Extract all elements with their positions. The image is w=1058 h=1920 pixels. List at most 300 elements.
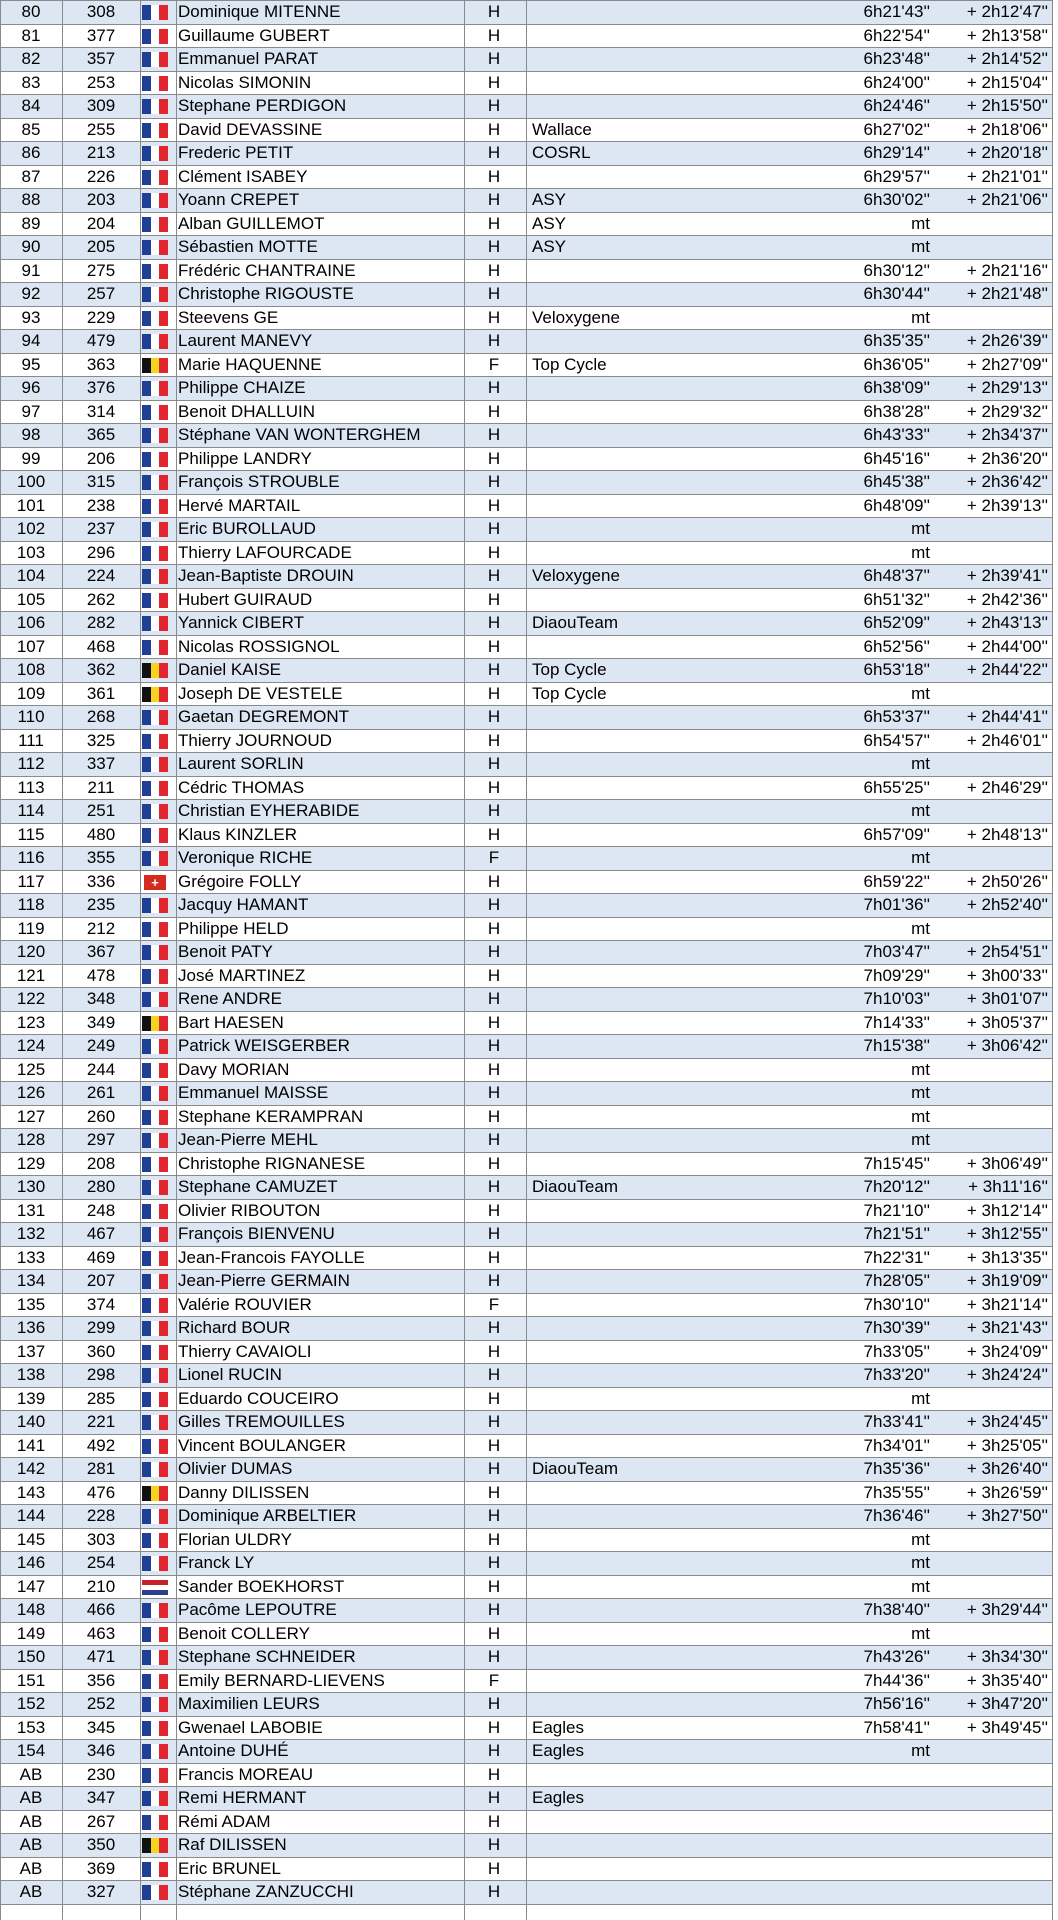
gap-cell: + 2h29'13'' — [966, 378, 1048, 397]
france-flag-icon — [142, 146, 168, 161]
bib-cell: 336 — [86, 871, 116, 891]
name-cell: Thierry JOURNOUD — [178, 730, 332, 750]
bib-cell: 356 — [86, 1670, 116, 1690]
gap-cell: + 2h26'39'' — [966, 331, 1048, 350]
gap-cell: + 3h13'35'' — [966, 1247, 1048, 1267]
name-cell: Guillaume GUBERT — [178, 25, 330, 45]
name-cell: Benoit DHALLUIN — [178, 401, 316, 421]
bib-cell: 228 — [86, 1506, 116, 1525]
club-cell — [532, 846, 852, 870]
gap-cell — [940, 517, 1048, 541]
france-flag-icon — [142, 1674, 168, 1689]
sex-cell: H — [487, 895, 501, 914]
gap-cell: + 2h34'37'' — [966, 425, 1048, 444]
name-cell: Emmanuel PARAT — [178, 49, 319, 68]
time-cell: 7h33'05'' — [863, 1341, 930, 1361]
flag-cell — [140, 823, 176, 847]
flag-cell — [140, 353, 176, 377]
bib-cell: 267 — [86, 1811, 116, 1831]
name-cell: Rémi ADAM — [178, 1811, 271, 1831]
club-cell — [532, 1692, 852, 1716]
france-flag-icon — [142, 1862, 168, 1877]
rank-cell: 113 — [17, 777, 45, 797]
france-flag-icon — [142, 1251, 168, 1266]
france-flag-icon — [142, 1627, 168, 1642]
france-flag-icon — [142, 76, 168, 91]
france-flag-icon — [142, 428, 168, 443]
rank-cell: 92 — [21, 284, 41, 303]
time-cell — [820, 1786, 930, 1810]
flag-cell — [140, 188, 176, 212]
club-cell — [532, 823, 852, 847]
flag-cell — [140, 1081, 176, 1105]
name-cell: Lionel RUCIN — [178, 1365, 282, 1384]
gap-cell: + 3h19'09'' — [966, 1271, 1048, 1290]
gap-cell: + 2h42'36'' — [966, 589, 1048, 609]
flag-cell — [140, 1011, 176, 1035]
rank-cell: 141 — [16, 1435, 46, 1455]
rank-cell: 118 — [17, 895, 45, 914]
bib-cell: 281 — [86, 1459, 116, 1478]
france-flag-icon — [142, 311, 168, 326]
sex-cell: H — [487, 1153, 501, 1173]
name-cell: Daniel KAISE — [178, 660, 281, 679]
club-cell — [532, 447, 852, 471]
flag-cell — [140, 259, 176, 283]
rank-cell: 85 — [21, 119, 41, 139]
name-cell: Joseph DE VESTELE — [178, 683, 343, 703]
sex-cell: H — [487, 942, 501, 961]
name-cell: Bart HAESEN — [178, 1012, 284, 1032]
flag-cell — [140, 47, 176, 71]
bib-cell: 347 — [86, 1788, 116, 1807]
club-cell: Wallace — [532, 119, 592, 139]
name-cell: Davy MORIAN — [178, 1059, 290, 1079]
rank-cell: 119 — [17, 918, 45, 938]
name-cell: Stephane SCHNEIDER — [178, 1647, 356, 1666]
sex-cell: H — [487, 401, 501, 421]
gap-cell: + 2h36'20'' — [966, 448, 1048, 468]
time-cell: 7h34'01'' — [863, 1435, 930, 1455]
time-cell: 7h44'36'' — [863, 1670, 930, 1690]
time-cell: 6h43'33'' — [863, 425, 930, 444]
name-cell: Yannick CIBERT — [178, 613, 304, 632]
france-flag-icon — [142, 1556, 168, 1571]
bib-cell: 235 — [86, 895, 116, 914]
gap-cell — [940, 541, 1048, 565]
bib-cell: 309 — [86, 96, 116, 115]
flag-cell — [140, 893, 176, 917]
rank-cell: 122 — [16, 989, 46, 1008]
france-flag-icon — [142, 1321, 168, 1336]
sex-cell: H — [487, 378, 501, 397]
gap-cell — [940, 1786, 1048, 1810]
name-cell: Benoit PATY — [178, 942, 273, 961]
sex-cell: H — [487, 331, 501, 350]
name-cell: Grégoire FOLLY — [178, 871, 302, 891]
column-divider — [0, 0, 1, 1920]
club-cell — [532, 1763, 852, 1787]
time-cell — [820, 1833, 930, 1857]
bib-cell: 476 — [86, 1482, 116, 1502]
france-flag-icon — [142, 1603, 168, 1618]
rank-cell: 96 — [21, 378, 41, 397]
flag-cell — [140, 964, 176, 988]
time-cell: 7h36'46'' — [863, 1506, 930, 1525]
france-flag-icon — [142, 1533, 168, 1548]
france-flag-icon — [142, 828, 168, 843]
rank-cell: 128 — [16, 1130, 46, 1149]
france-flag-icon — [142, 52, 168, 67]
bib-cell: 471 — [86, 1647, 116, 1666]
flag-cell — [140, 1293, 176, 1317]
club-cell — [532, 1246, 852, 1270]
rank-cell: 105 — [16, 589, 46, 609]
name-cell: Laurent MANEVY — [178, 331, 313, 350]
club-cell — [532, 1081, 852, 1105]
sex-cell: H — [487, 1365, 501, 1384]
sex-cell: H — [487, 237, 501, 256]
club-cell — [532, 165, 852, 189]
time-cell: 7h56'16'' — [863, 1694, 930, 1713]
time-cell: 7h10'03'' — [863, 989, 930, 1008]
flag-cell — [140, 658, 176, 682]
bib-cell: 252 — [86, 1694, 116, 1713]
france-flag-icon — [142, 1157, 168, 1172]
france-flag-icon — [142, 264, 168, 279]
sex-cell: H — [487, 613, 501, 632]
sex-cell: H — [487, 754, 501, 773]
gap-cell: + 3h12'14'' — [966, 1200, 1048, 1220]
sex-cell: H — [487, 1412, 501, 1431]
gap-cell: + 3h47'20'' — [966, 1694, 1048, 1713]
club-cell — [532, 329, 852, 353]
rank-cell: 125 — [16, 1059, 46, 1079]
france-flag-icon — [142, 1368, 168, 1383]
sex-cell: H — [487, 2, 501, 21]
name-cell: Christophe RIGOUSTE — [178, 284, 354, 303]
club-cell — [532, 1387, 852, 1411]
rank-cell: 135 — [16, 1294, 46, 1314]
name-cell: Marie HAQUENNE — [178, 354, 322, 374]
club-cell: COSRL — [532, 143, 591, 162]
time-cell: 6h30'02'' — [863, 190, 930, 209]
club-cell — [532, 423, 852, 447]
name-cell: Jean-Francois FAYOLLE — [178, 1247, 365, 1267]
column-divider — [526, 0, 527, 1920]
rank-cell: 88 — [21, 190, 41, 209]
france-flag-icon — [142, 1415, 168, 1430]
bib-cell: 244 — [86, 1059, 116, 1079]
club-cell — [532, 752, 852, 776]
club-cell — [532, 1128, 852, 1152]
rank-cell: 91 — [21, 260, 41, 280]
bib-cell: 348 — [86, 989, 116, 1008]
flag-cell — [140, 705, 176, 729]
rank-cell: 103 — [16, 542, 46, 562]
time-cell: 7h14'33'' — [863, 1012, 930, 1032]
bib-cell: 280 — [86, 1177, 116, 1196]
time-cell: mt — [911, 1741, 930, 1760]
bib-cell: 360 — [86, 1341, 116, 1361]
france-flag-icon — [142, 992, 168, 1007]
time-cell: 7h33'20'' — [863, 1365, 930, 1384]
sex-cell: H — [487, 119, 501, 139]
name-cell: Danny DILISSEN — [178, 1482, 310, 1502]
name-cell: Hubert GUIRAUD — [178, 589, 313, 609]
bib-cell: 463 — [86, 1623, 116, 1643]
time-cell: 6h29'14'' — [863, 143, 930, 162]
rank-cell: 131 — [16, 1200, 46, 1220]
france-flag-icon — [142, 922, 168, 937]
bib-cell: 251 — [86, 801, 116, 820]
club-cell: DiaouTeam — [532, 1177, 618, 1196]
time-cell: 6h53'37'' — [863, 707, 930, 726]
rank-cell: 143 — [16, 1482, 46, 1502]
rank-cell: 117 — [17, 871, 45, 891]
flag-cell — [140, 141, 176, 165]
club-cell — [532, 1598, 852, 1622]
club-cell — [532, 588, 852, 612]
sex-cell: H — [487, 495, 501, 515]
club-cell — [532, 1622, 852, 1646]
club-cell: Top Cycle — [532, 354, 607, 374]
sex-cell: H — [487, 1506, 501, 1525]
sex-cell: H — [487, 425, 501, 444]
name-cell: Philippe HELD — [178, 918, 289, 938]
gap-cell: + 2h14'52'' — [966, 49, 1048, 68]
time-cell: 6h45'16'' — [863, 448, 930, 468]
name-cell: Franck LY — [178, 1553, 255, 1572]
bib-cell: 315 — [86, 472, 116, 491]
bib-cell: 226 — [86, 166, 116, 186]
name-cell: Remi HERMANT — [178, 1788, 307, 1807]
gap-cell: + 2h36'42'' — [966, 472, 1048, 491]
flag-cell — [140, 1669, 176, 1693]
name-cell: Steevens GE — [178, 307, 279, 327]
name-cell: Eric BUROLLAUD — [178, 519, 316, 538]
rank-cell: AB — [19, 1788, 43, 1807]
club-cell — [532, 1058, 852, 1082]
belgium-flag-icon — [142, 1838, 168, 1853]
name-cell: Emmanuel MAISSE — [178, 1083, 329, 1102]
france-flag-icon — [142, 499, 168, 514]
france-flag-icon — [142, 1744, 168, 1759]
sex-cell: H — [487, 1083, 501, 1102]
france-flag-icon — [142, 240, 168, 255]
sex-cell: F — [488, 354, 500, 374]
sex-cell: H — [487, 707, 501, 726]
france-flag-icon — [142, 170, 168, 185]
france-flag-icon — [142, 193, 168, 208]
rank-cell: 84 — [21, 96, 41, 115]
france-flag-icon — [142, 898, 168, 913]
flag-cell — [140, 635, 176, 659]
flag-cell — [140, 1739, 176, 1763]
rank-cell: 123 — [16, 1012, 46, 1032]
france-flag-icon — [142, 1885, 168, 1900]
france-flag-icon — [142, 1439, 168, 1454]
sex-cell: H — [487, 636, 501, 656]
time-cell: mt — [911, 1553, 930, 1572]
rank-cell: 124 — [16, 1036, 46, 1055]
club-cell — [532, 400, 852, 424]
club-cell: Top Cycle — [532, 683, 607, 703]
name-cell: Nicolas SIMONIN — [178, 72, 312, 92]
time-cell: 7h01'36'' — [863, 895, 930, 914]
gap-cell: + 2h15'04'' — [966, 72, 1048, 92]
sex-cell: F — [488, 848, 500, 867]
sex-cell: H — [487, 918, 501, 938]
france-flag-icon — [142, 1721, 168, 1736]
flag-cell — [140, 1645, 176, 1669]
gap-cell — [940, 752, 1048, 776]
club-cell — [532, 1645, 852, 1669]
club-cell: Eagles — [532, 1788, 584, 1807]
flag-cell — [140, 1034, 176, 1058]
sex-cell: H — [487, 1835, 501, 1854]
time-cell: 7h38'40'' — [863, 1600, 930, 1619]
sex-cell: H — [487, 871, 501, 891]
club-cell — [532, 1293, 852, 1317]
name-cell: Stephane KERAMPRAN — [178, 1106, 364, 1126]
sex-cell: H — [487, 566, 501, 585]
flag-cell — [140, 1246, 176, 1270]
club-cell — [532, 1410, 852, 1434]
switzerland-flag-icon: + — [144, 875, 166, 890]
name-cell: Stéphane ZANZUCCHI — [178, 1882, 354, 1901]
sex-cell: H — [487, 1788, 501, 1807]
france-flag-icon — [142, 1768, 168, 1783]
flag-cell — [140, 1481, 176, 1505]
flag-cell — [140, 1387, 176, 1411]
time-cell: 7h30'39'' — [863, 1318, 930, 1337]
rank-cell: 130 — [16, 1177, 46, 1196]
sex-cell: H — [487, 1271, 501, 1290]
flag-cell — [140, 1316, 176, 1340]
sex-cell: H — [487, 1318, 501, 1337]
flag-cell — [140, 470, 176, 494]
gap-cell: + 2h44'41'' — [966, 707, 1048, 726]
club-cell — [532, 1316, 852, 1340]
time-cell: mt — [911, 1529, 930, 1549]
bib-cell: 257 — [86, 284, 116, 303]
time-cell: 6h48'37'' — [863, 566, 930, 585]
sex-cell: H — [487, 448, 501, 468]
rank-cell: 90 — [21, 237, 41, 256]
club-cell — [532, 1222, 852, 1246]
club-cell — [532, 893, 852, 917]
france-flag-icon — [142, 546, 168, 561]
sex-cell: H — [487, 72, 501, 92]
bib-cell: 249 — [86, 1036, 116, 1055]
bib-cell: 377 — [86, 25, 116, 45]
club-cell — [532, 259, 852, 283]
rank-cell: 148 — [16, 1600, 46, 1619]
name-cell: Dominique ARBELTIER — [178, 1506, 357, 1525]
rank-cell: 93 — [21, 307, 41, 327]
time-cell: 6h35'35'' — [863, 331, 930, 350]
column-divider — [176, 0, 177, 1920]
name-cell: Olivier DUMAS — [178, 1459, 293, 1478]
gap-cell: + 3h29'44'' — [966, 1600, 1048, 1619]
time-cell: 6h29'57'' — [863, 166, 930, 186]
club-cell — [532, 1011, 852, 1035]
name-cell: Rene ANDRE — [178, 989, 282, 1008]
sex-cell: H — [487, 1482, 501, 1502]
rank-cell: AB — [19, 1858, 43, 1878]
time-cell: mt — [911, 1130, 930, 1149]
rank-cell: 152 — [16, 1694, 46, 1713]
gap-cell: + 2h21'06'' — [966, 190, 1048, 209]
bib-cell: 203 — [86, 190, 116, 209]
rank-cell: 149 — [16, 1623, 46, 1643]
flag-cell — [140, 588, 176, 612]
flag-cell — [140, 1269, 176, 1293]
time-cell: 7h22'31'' — [863, 1247, 930, 1267]
name-cell: David DEVASSINE — [178, 119, 323, 139]
name-cell: Christophe RIGNANESE — [178, 1153, 366, 1173]
name-cell: Philippe LANDRY — [178, 448, 312, 468]
time-cell: 7h28'05'' — [863, 1271, 930, 1290]
name-cell: Jean-Pierre MEHL — [178, 1130, 318, 1149]
flag-cell — [140, 212, 176, 236]
sex-cell: H — [487, 777, 501, 797]
gap-cell: + 3h21'14'' — [966, 1294, 1048, 1314]
france-flag-icon — [142, 945, 168, 960]
flag-cell — [140, 400, 176, 424]
bib-cell: 469 — [86, 1247, 116, 1267]
gap-cell: + 3h24'09'' — [966, 1341, 1048, 1361]
flag-cell — [140, 799, 176, 823]
france-flag-icon — [142, 334, 168, 349]
bib-cell: 467 — [86, 1224, 116, 1243]
france-flag-icon — [142, 781, 168, 796]
club-cell — [532, 705, 852, 729]
name-cell: Nicolas ROSSIGNOL — [178, 636, 340, 656]
france-flag-icon — [142, 381, 168, 396]
time-cell: 6h30'12'' — [863, 260, 930, 280]
rank-cell: 101 — [16, 495, 46, 515]
bib-cell: 238 — [86, 495, 116, 515]
rank-cell: 115 — [17, 824, 45, 844]
club-cell: ASY — [532, 213, 567, 233]
name-cell: François BIENVENU — [178, 1224, 335, 1243]
sex-cell: H — [487, 1059, 501, 1079]
sex-cell: H — [487, 1694, 501, 1713]
rank-cell: 133 — [16, 1247, 46, 1267]
bib-cell: 303 — [86, 1529, 116, 1549]
time-cell: mt — [911, 1059, 930, 1079]
club-cell — [532, 940, 852, 964]
rank-cell: 110 — [17, 707, 45, 726]
belgium-flag-icon — [142, 663, 168, 678]
rank-cell: 99 — [21, 448, 41, 468]
time-cell: mt — [911, 1576, 930, 1596]
sex-cell: H — [487, 1341, 501, 1361]
time-cell: mt — [911, 918, 930, 938]
gap-cell — [940, 1105, 1048, 1129]
time-cell: mt — [911, 1623, 930, 1643]
time-cell: 6h30'44'' — [863, 284, 930, 303]
gap-cell: + 3h26'40'' — [966, 1459, 1048, 1478]
flag-cell — [140, 1457, 176, 1481]
rank-cell: 87 — [21, 166, 41, 186]
gap-cell: + 2h39'41'' — [966, 566, 1048, 585]
gap-cell — [940, 1128, 1048, 1152]
gap-cell: + 2h44'00'' — [966, 636, 1048, 656]
gap-cell: + 2h20'18'' — [966, 143, 1048, 162]
